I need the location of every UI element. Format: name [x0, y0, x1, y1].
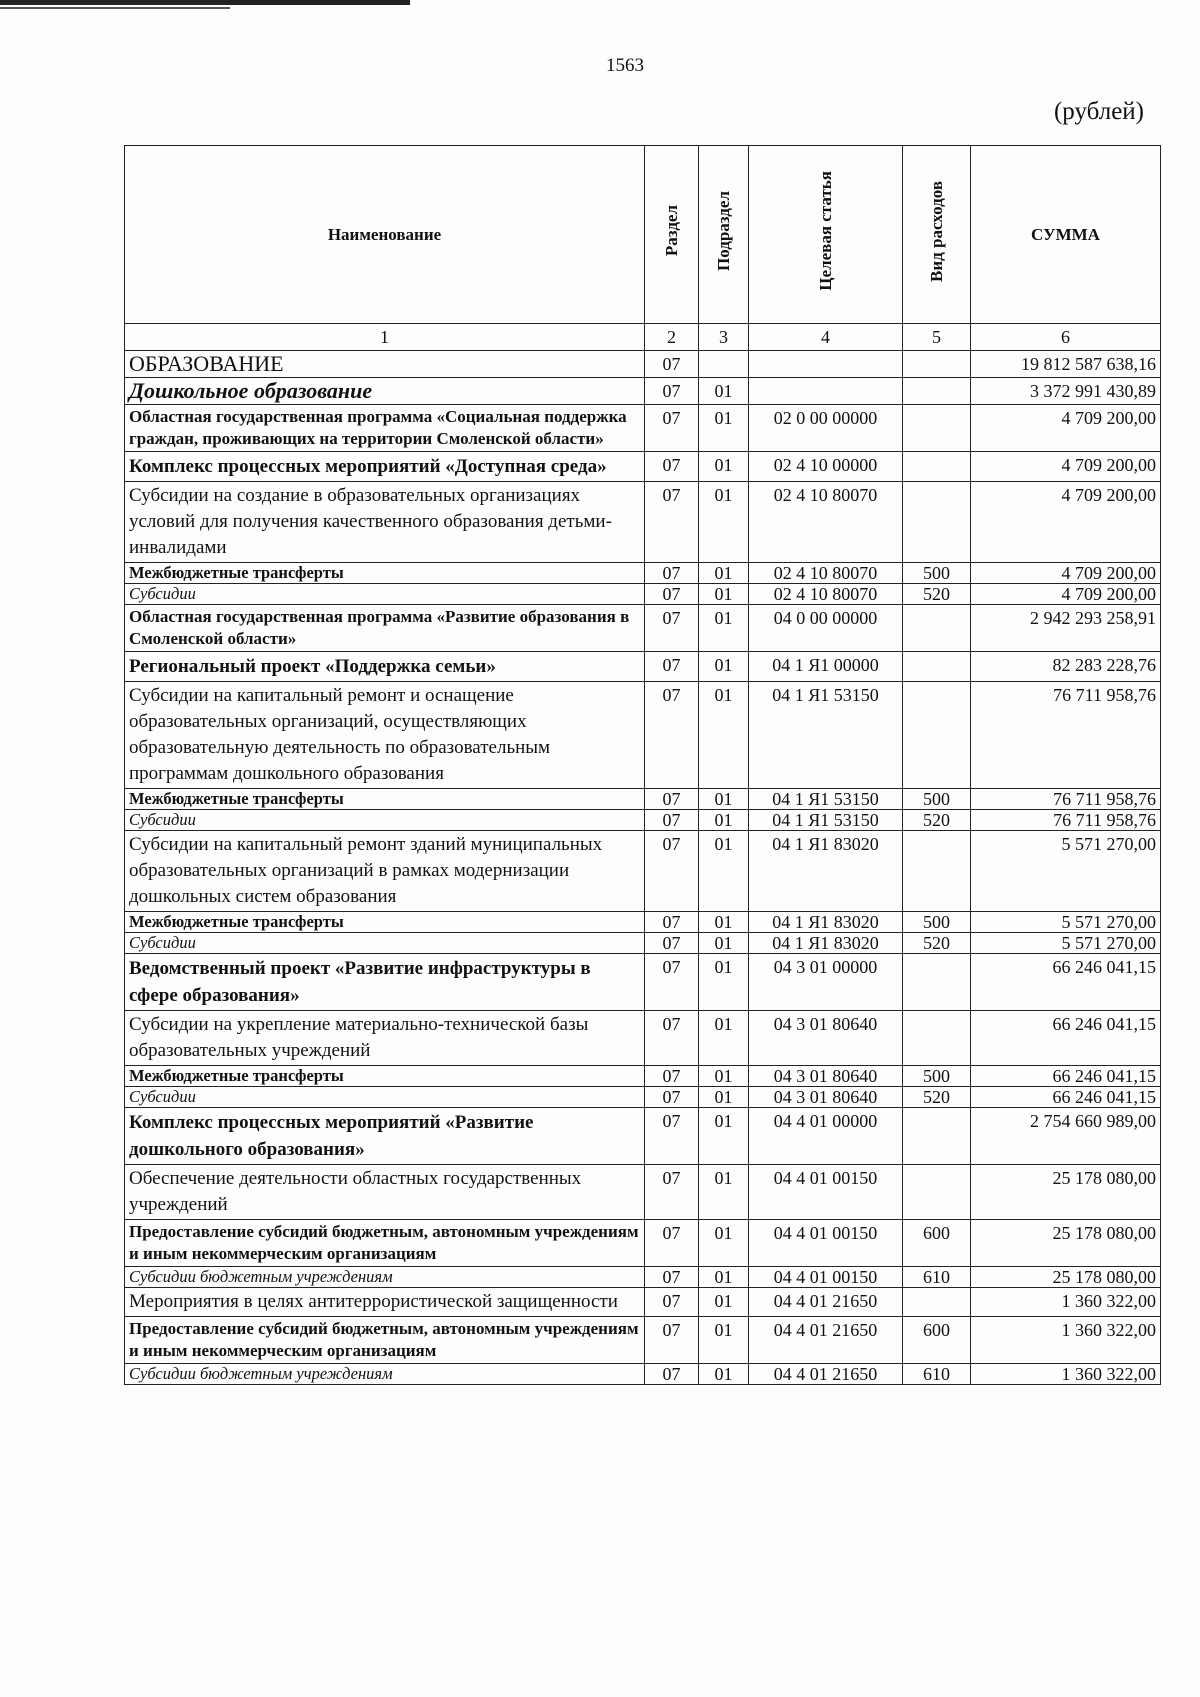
row-expense-type — [903, 1011, 971, 1066]
row-target: 04 1 Я1 53150 — [749, 789, 903, 810]
row-expense-type: 520 — [903, 1087, 971, 1108]
row-section: 07 — [645, 1364, 699, 1385]
row-name: Комплекс процессных мероприятий «Развитие дошкольного образования» — [125, 1108, 645, 1165]
budget-table — [124, 145, 1161, 1385]
row-expense-type: 500 — [903, 563, 971, 584]
row-target: 04 4 01 00150 — [749, 1220, 903, 1267]
table-row — [125, 1087, 1161, 1108]
table-row — [125, 1267, 1161, 1288]
row-sum: 2 754 660 989,00 — [971, 1108, 1161, 1165]
row-target: 04 1 Я1 83020 — [749, 933, 903, 954]
row-expense-type — [903, 652, 971, 682]
col-number: 2 — [645, 324, 699, 351]
row-name: Мероприятия в целях антитеррористической защищенности — [125, 1288, 645, 1317]
row-expense-type: 520 — [903, 584, 971, 605]
row-section: 07 — [645, 954, 699, 1011]
row-expense-type — [903, 351, 971, 378]
row-sum: 25 178 080,00 — [971, 1165, 1161, 1220]
header-subsection: Подраздел — [699, 146, 749, 324]
row-section: 07 — [645, 351, 699, 378]
row-expense-type — [903, 452, 971, 482]
row-name: Субсидии на капитальный ремонт зданий муниципальных образовательных организаций в рамках модернизации дошкольных систем образования — [125, 831, 645, 912]
row-name: Предоставление субсидий бюджетным, автономным учреждениям и иным некоммерческим организациям — [125, 1317, 645, 1364]
row-section: 07 — [645, 482, 699, 563]
row-section: 07 — [645, 789, 699, 810]
row-subsection: 01 — [699, 563, 749, 584]
row-sum: 5 571 270,00 — [971, 912, 1161, 933]
row-section: 07 — [645, 652, 699, 682]
row-expense-type — [903, 682, 971, 789]
row-subsection: 01 — [699, 831, 749, 912]
row-subsection — [699, 351, 749, 378]
table-row — [125, 1066, 1161, 1087]
table-row — [125, 912, 1161, 933]
row-target: 04 4 01 00000 — [749, 1108, 903, 1165]
row-target: 04 4 01 21650 — [749, 1317, 903, 1364]
row-subsection: 01 — [699, 1011, 749, 1066]
row-section: 07 — [645, 1267, 699, 1288]
row-expense-type — [903, 482, 971, 563]
row-expense-type: 610 — [903, 1364, 971, 1385]
row-target: 04 4 01 00150 — [749, 1267, 903, 1288]
col-number: 3 — [699, 324, 749, 351]
row-target: 04 1 Я1 83020 — [749, 831, 903, 912]
row-subsection: 01 — [699, 378, 749, 405]
row-name: Субсидии на создание в образовательных организациях условий для получения качественного образования детьми-инвалидами — [125, 482, 645, 563]
row-target: 04 3 01 80640 — [749, 1011, 903, 1066]
table-row — [125, 652, 1161, 682]
table-row — [125, 605, 1161, 652]
table-row — [125, 378, 1161, 405]
currency-unit: (рублей) — [1053, 98, 1144, 125]
row-subsection: 01 — [699, 482, 749, 563]
row-section: 07 — [645, 1317, 699, 1364]
row-expense-type — [903, 1288, 971, 1317]
table-header-row — [125, 146, 1161, 324]
row-name: Обеспечение деятельности областных государственных учреждений — [125, 1165, 645, 1220]
row-name: Региональный проект «Поддержка семьи» — [125, 652, 645, 682]
row-expense-type — [903, 405, 971, 452]
row-sum: 3 372 991 430,89 — [971, 378, 1161, 405]
row-target: 04 1 Я1 83020 — [749, 912, 903, 933]
row-name: Ведомственный проект «Развитие инфраструктуры в сфере образования» — [125, 954, 645, 1011]
header-expense-type: Вид расходов — [903, 146, 971, 324]
table-row — [125, 954, 1161, 1011]
table-row — [125, 682, 1161, 789]
table-row — [125, 351, 1161, 378]
row-sum: 4 709 200,00 — [971, 563, 1161, 584]
row-name: Субсидии — [125, 1087, 645, 1108]
row-target: 02 0 00 00000 — [749, 405, 903, 452]
row-subsection: 01 — [699, 933, 749, 954]
row-sum: 76 711 958,76 — [971, 810, 1161, 831]
row-target: 02 4 10 80070 — [749, 482, 903, 563]
row-subsection: 01 — [699, 1220, 749, 1267]
row-sum: 25 178 080,00 — [971, 1267, 1161, 1288]
row-target: 02 4 10 80070 — [749, 563, 903, 584]
row-expense-type — [903, 605, 971, 652]
row-section: 07 — [645, 1220, 699, 1267]
table-row — [125, 933, 1161, 954]
row-sum: 66 246 041,15 — [971, 1066, 1161, 1087]
row-expense-type: 500 — [903, 789, 971, 810]
row-target: 04 1 Я1 00000 — [749, 652, 903, 682]
table-row — [125, 405, 1161, 452]
row-name: Областная государственная программа «Социальная поддержка граждан, проживающих на территории Смоленской области» — [125, 405, 645, 452]
row-subsection: 01 — [699, 652, 749, 682]
row-section: 07 — [645, 810, 699, 831]
table-row — [125, 1220, 1161, 1267]
row-sum: 4 709 200,00 — [971, 482, 1161, 563]
row-target: 04 4 01 00150 — [749, 1165, 903, 1220]
row-target: 04 4 01 21650 — [749, 1364, 903, 1385]
row-expense-type — [903, 1108, 971, 1165]
col-number: 5 — [903, 324, 971, 351]
col-number: 1 — [125, 324, 645, 351]
page-number: 1563 — [606, 55, 644, 76]
row-target: 04 3 01 00000 — [749, 954, 903, 1011]
table-row — [125, 452, 1161, 482]
row-subsection: 01 — [699, 682, 749, 789]
row-name: Субсидии на капитальный ремонт и оснащение образовательных организаций, осуществляющих образовательную деятельность по образовательным программам дошкольного образования — [125, 682, 645, 789]
row-sum: 76 711 958,76 — [971, 789, 1161, 810]
row-subsection: 01 — [699, 912, 749, 933]
row-subsection: 01 — [699, 1108, 749, 1165]
row-expense-type: 610 — [903, 1267, 971, 1288]
row-expense-type: 500 — [903, 912, 971, 933]
col-number: 6 — [971, 324, 1161, 351]
row-section: 07 — [645, 1108, 699, 1165]
row-expense-type — [903, 954, 971, 1011]
row-sum: 1 360 322,00 — [971, 1288, 1161, 1317]
row-name: Межбюджетные трансферты — [125, 912, 645, 933]
col-number: 4 — [749, 324, 903, 351]
row-target: 02 4 10 00000 — [749, 452, 903, 482]
row-sum: 82 283 228,76 — [971, 652, 1161, 682]
row-section: 07 — [645, 378, 699, 405]
row-section: 07 — [645, 1165, 699, 1220]
row-section: 07 — [645, 563, 699, 584]
row-subsection: 01 — [699, 405, 749, 452]
scan-edge-mark-thin — [0, 7, 230, 9]
row-subsection: 01 — [699, 605, 749, 652]
row-name: Субсидии на укрепление материально-технической базы образовательных учреждений — [125, 1011, 645, 1066]
table-row — [125, 789, 1161, 810]
row-section: 07 — [645, 933, 699, 954]
row-sum: 1 360 322,00 — [971, 1317, 1161, 1364]
row-subsection: 01 — [699, 1066, 749, 1087]
row-expense-type — [903, 831, 971, 912]
header-sum: СУММА — [971, 146, 1161, 324]
row-sum: 5 571 270,00 — [971, 831, 1161, 912]
row-sum: 66 246 041,15 — [971, 954, 1161, 1011]
row-subsection: 01 — [699, 1267, 749, 1288]
row-expense-type: 600 — [903, 1220, 971, 1267]
row-name: Комплекс процессных мероприятий «Доступная среда» — [125, 452, 645, 482]
row-subsection: 01 — [699, 452, 749, 482]
row-section: 07 — [645, 452, 699, 482]
row-name: Областная государственная программа «Развитие образования в Смоленской области» — [125, 605, 645, 652]
row-subsection: 01 — [699, 1364, 749, 1385]
row-subsection: 01 — [699, 810, 749, 831]
header-target: Целевая статья — [749, 146, 903, 324]
table-row — [125, 584, 1161, 605]
row-section: 07 — [645, 1011, 699, 1066]
row-target: 04 3 01 80640 — [749, 1066, 903, 1087]
row-name: Субсидии — [125, 584, 645, 605]
row-subsection: 01 — [699, 584, 749, 605]
row-section: 07 — [645, 605, 699, 652]
row-section: 07 — [645, 831, 699, 912]
row-target: 04 3 01 80640 — [749, 1087, 903, 1108]
row-target — [749, 378, 903, 405]
table-row — [125, 831, 1161, 912]
row-target: 04 1 Я1 53150 — [749, 810, 903, 831]
row-expense-type: 520 — [903, 933, 971, 954]
header-name: Наименование — [125, 146, 645, 324]
row-sum: 1 360 322,00 — [971, 1364, 1161, 1385]
row-subsection: 01 — [699, 1288, 749, 1317]
table-row — [125, 1288, 1161, 1317]
column-number-row — [125, 324, 1161, 351]
table-row — [125, 1364, 1161, 1385]
row-target: 04 1 Я1 53150 — [749, 682, 903, 789]
row-sum: 76 711 958,76 — [971, 682, 1161, 789]
row-expense-type — [903, 1165, 971, 1220]
row-expense-type: 520 — [903, 810, 971, 831]
row-name: ОБРАЗОВАНИЕ — [125, 351, 645, 378]
header-section: Раздел — [645, 146, 699, 324]
row-subsection: 01 — [699, 1165, 749, 1220]
row-sum: 4 709 200,00 — [971, 405, 1161, 452]
table-row — [125, 1165, 1161, 1220]
row-section: 07 — [645, 682, 699, 789]
row-section: 07 — [645, 1087, 699, 1108]
row-name: Предоставление субсидий бюджетным, автономным учреждениям и иным некоммерческим организациям — [125, 1220, 645, 1267]
table-row — [125, 1011, 1161, 1066]
row-section: 07 — [645, 405, 699, 452]
row-sum: 4 709 200,00 — [971, 452, 1161, 482]
row-name: Межбюджетные трансферты — [125, 563, 645, 584]
table-row — [125, 563, 1161, 584]
row-name: Субсидии — [125, 810, 645, 831]
row-name: Межбюджетные трансферты — [125, 789, 645, 810]
row-subsection: 01 — [699, 1087, 749, 1108]
table-row — [125, 482, 1161, 563]
row-section: 07 — [645, 584, 699, 605]
row-sum: 66 246 041,15 — [971, 1011, 1161, 1066]
row-sum: 25 178 080,00 — [971, 1220, 1161, 1267]
table-row — [125, 810, 1161, 831]
row-sum: 2 942 293 258,91 — [971, 605, 1161, 652]
row-target: 04 0 00 00000 — [749, 605, 903, 652]
row-name: Субсидии — [125, 933, 645, 954]
row-sum: 66 246 041,15 — [971, 1087, 1161, 1108]
row-subsection: 01 — [699, 789, 749, 810]
table-row — [125, 1108, 1161, 1165]
row-target: 04 4 01 21650 — [749, 1288, 903, 1317]
scan-edge-mark — [0, 0, 410, 5]
row-name: Субсидии бюджетным учреждениям — [125, 1364, 645, 1385]
row-target: 02 4 10 80070 — [749, 584, 903, 605]
row-expense-type: 600 — [903, 1317, 971, 1364]
row-expense-type — [903, 378, 971, 405]
row-name: Дошкольное образование — [125, 378, 645, 405]
row-expense-type: 500 — [903, 1066, 971, 1087]
table-row — [125, 1317, 1161, 1364]
row-sum: 4 709 200,00 — [971, 584, 1161, 605]
row-name: Субсидии бюджетным учреждениям — [125, 1267, 645, 1288]
row-section: 07 — [645, 912, 699, 933]
row-sum: 5 571 270,00 — [971, 933, 1161, 954]
row-subsection: 01 — [699, 1317, 749, 1364]
row-target — [749, 351, 903, 378]
row-sum: 19 812 587 638,16 — [971, 351, 1161, 378]
row-section: 07 — [645, 1288, 699, 1317]
row-name: Межбюджетные трансферты — [125, 1066, 645, 1087]
row-section: 07 — [645, 1066, 699, 1087]
row-subsection: 01 — [699, 954, 749, 1011]
